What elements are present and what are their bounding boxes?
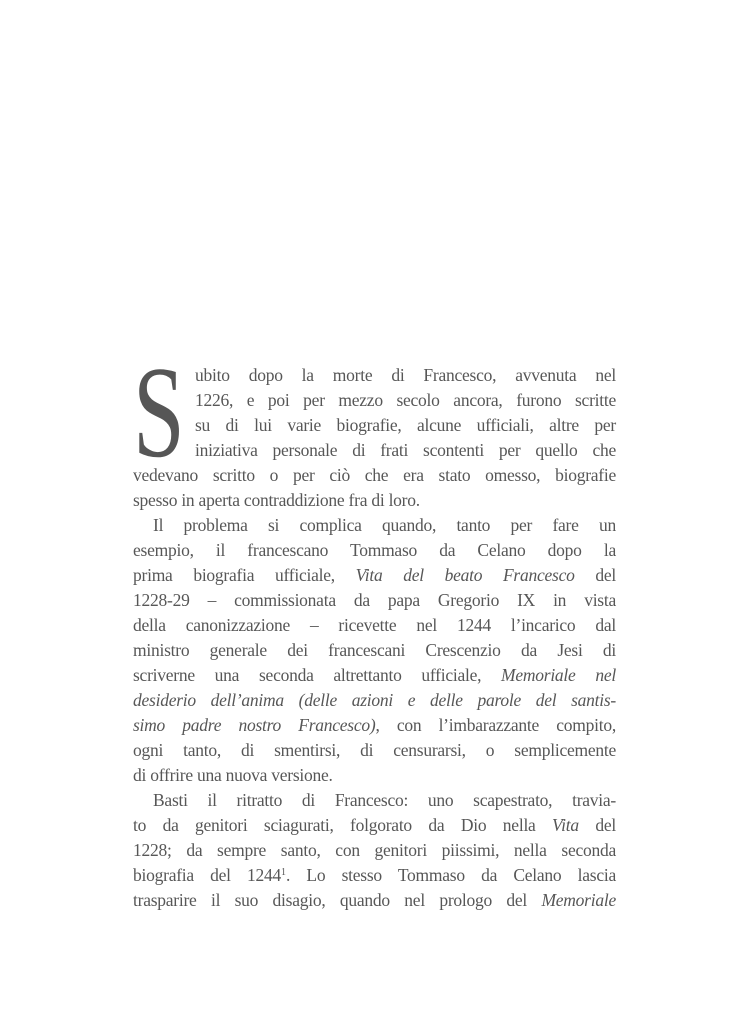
text-line: [133, 788, 616, 813]
text-line: [133, 688, 616, 713]
italic-text: simo padre nostro Francesco): [133, 715, 376, 735]
text-line: [133, 813, 616, 838]
text-line: [133, 488, 616, 513]
text-segment: del: [574, 565, 616, 585]
text-line: [133, 563, 616, 588]
text-line: [133, 663, 616, 688]
paragraph: [133, 340, 616, 513]
text-line: [133, 863, 616, 888]
italic-text: Vita del beato Francesco: [355, 565, 575, 585]
text-segment: su di lui varie biografie, alcune ufficiali, altre per: [195, 415, 616, 435]
text-line: [133, 513, 616, 538]
text-segment: to da genitori sciagurati, folgorato da Dio nella: [133, 815, 553, 835]
text-segment: Il problema si complica quando, tanto per fare un: [153, 515, 616, 535]
italic-text: Vita: [552, 815, 579, 835]
text-line: [133, 838, 616, 863]
paragraph: [133, 788, 616, 913]
text-segment: , con l’imbarazzante compito,: [375, 715, 616, 735]
text-segment: ministro generale dei francescani Crescenzio da Jesi di: [133, 640, 616, 660]
dropcap-letter: S: [133, 340, 185, 485]
dropcap: [133, 340, 187, 485]
text-segment: . Lo stesso Tommaso da Celano lascia: [286, 865, 616, 885]
text-segment: 1228; da sempre santo, con genitori piissimi, nella seconda: [133, 840, 616, 860]
text-line: [133, 363, 616, 388]
text-line: [133, 463, 616, 488]
text-line: [133, 888, 616, 913]
text-segment: spesso in aperta contraddizione fra di loro.: [133, 490, 420, 510]
text-line: [133, 638, 616, 663]
italic-text: Memoriale nel: [501, 665, 616, 685]
text-segment: prima biografia ufficiale,: [133, 565, 356, 585]
text-segment: esempio, il francescano Tommaso da Celano dopo la: [133, 540, 616, 560]
text-line: [133, 613, 616, 638]
text-line: [133, 438, 616, 463]
text-line: [133, 738, 616, 763]
text-segment: trasparire il suo disagio, quando nel prologo del: [133, 890, 542, 910]
text-line: [133, 413, 616, 438]
text-segment: 1228-29 – commissionata da papa Gregorio IX in vista: [133, 590, 616, 610]
text-segment: biografia del 1244: [133, 865, 282, 885]
text-segment: iniziativa personale di frati scontenti per quello che: [195, 440, 616, 460]
text-line: [133, 713, 616, 738]
text-line: [133, 763, 616, 788]
text-segment: di offrire una nuova versione.: [133, 765, 333, 785]
footnote-marker: 1: [281, 867, 287, 878]
italic-text: Memoriale: [541, 890, 616, 910]
text-segment: ogni tanto, di smentirsi, di censurarsi, o semplicemente: [133, 740, 616, 760]
text-block: [133, 340, 616, 913]
text-segment: della canonizzazione – ricevette nel 1244 l’incarico dal: [133, 615, 616, 635]
text-line: [133, 588, 616, 613]
text-segment: Basti il ritratto di Francesco: uno scapestrato, travia-: [153, 790, 616, 810]
text-segment: ubito dopo la morte di Francesco, avvenuta nel: [195, 365, 616, 385]
text-segment: scriverne una seconda altrettanto ufficiale,: [133, 665, 502, 685]
text-segment: 1226, e poi per mezzo secolo ancora, furono scritte: [195, 390, 616, 410]
paragraph: [133, 513, 616, 788]
text-line: [133, 388, 616, 413]
italic-text: desiderio dell’anima (delle azioni e delle parole del santis-: [133, 690, 616, 710]
text-segment: del: [578, 815, 616, 835]
text-segment: vedevano scritto o per ciò che era stato omesso, biografie: [133, 465, 616, 485]
text-line: [133, 538, 616, 563]
